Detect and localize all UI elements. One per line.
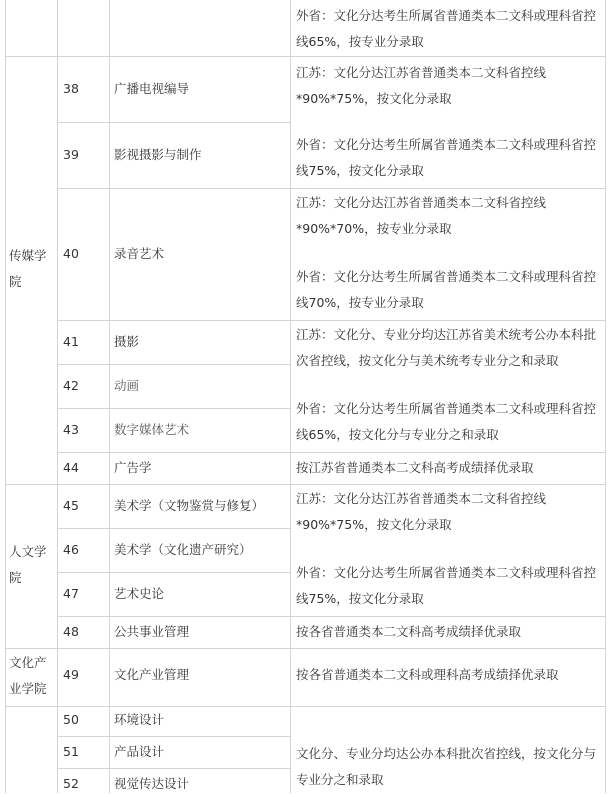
major-name: 公共事业管理 bbox=[114, 624, 190, 639]
row-number: 51 bbox=[63, 744, 79, 759]
major-name: 艺术史论 bbox=[114, 586, 165, 601]
requirement-cell: 外省：文化分达考生所属省普通类本二文科或理科省控线65%，按文化分与专业分之和录取 bbox=[296, 401, 597, 442]
requirement-cell: 江苏：文化分达江苏省普通类本二文科省控线*90%*75%，按文化分录取 bbox=[296, 65, 547, 106]
major-name: 广播电视编导 bbox=[114, 81, 190, 96]
row-number: 45 bbox=[63, 498, 79, 513]
major-name: 美术学（文物鉴赏与修复） bbox=[114, 498, 265, 513]
requirement-cell: 外省：文化分达考生所属省普通类本二文科或理科省控线70%，按专业分录取 bbox=[296, 269, 597, 310]
major-name: 文化产业管理 bbox=[114, 667, 190, 682]
requirement-cell: 按各省普通类本二文科或理科高考成绩择优录取 bbox=[296, 667, 559, 682]
row-number: 40 bbox=[63, 246, 79, 261]
requirement-cell: 外省：文化分达考生所属省普通类本二文科或理科省控线65%，按专业分录取 bbox=[296, 8, 597, 49]
row-number: 48 bbox=[63, 624, 79, 639]
row-number: 38 bbox=[63, 81, 79, 96]
row-number: 49 bbox=[63, 667, 79, 682]
major-name: 产品设计 bbox=[114, 744, 165, 759]
major-name: 影视摄影与制作 bbox=[114, 147, 202, 162]
requirement-cell: 按江苏省普通类本二文科高考成绩择优录取 bbox=[296, 460, 534, 475]
major-name: 数字媒体艺术 bbox=[114, 422, 190, 437]
requirement-cell: 外省：文化分达考生所属省普通类本二文科或理科省控线75%，按文化分录取 bbox=[296, 137, 597, 178]
row-number: 44 bbox=[63, 460, 79, 475]
major-name: 录音艺术 bbox=[114, 246, 165, 261]
row-number: 50 bbox=[63, 712, 79, 727]
row-number: 42 bbox=[63, 378, 79, 393]
row-number: 41 bbox=[63, 334, 79, 349]
major-name: 广告学 bbox=[114, 460, 152, 475]
row-number: 39 bbox=[63, 147, 79, 162]
row-number: 46 bbox=[63, 542, 79, 557]
major-name: 动画 bbox=[114, 378, 140, 393]
requirement-cell: 文化分、专业分均达公办本科批次省控线，按文化分与专业分之和录取 bbox=[296, 746, 597, 787]
requirement-cell: 按各省普通类本二文科高考成绩择优录取 bbox=[296, 624, 522, 639]
requirement-cell: 江苏：文化分达江苏省普通类本二文科省控线*90%*70%，按专业分录取 bbox=[296, 195, 547, 236]
requirement-cell: 外省：文化分达考生所属省普通类本二文科或理科省控线75%，按文化分录取 bbox=[296, 565, 597, 606]
major-name: 美术学（文化遗产研究） bbox=[114, 542, 252, 557]
college-cell-cultural: 文化产业学院 bbox=[9, 655, 47, 696]
major-name: 摄影 bbox=[114, 334, 140, 349]
college-cell-humanities: 人文学院 bbox=[9, 544, 47, 585]
major-name: 环境设计 bbox=[114, 712, 165, 727]
requirement-cell: 江苏：文化分、专业分均达江苏省美术统考公办本科批次省控线，按文化分与美术统考专业分之和录取 bbox=[296, 327, 597, 368]
requirement-cell: 江苏：文化分达江苏省普通类本二文科省控线*90%*75%，按文化分录取 bbox=[296, 491, 547, 532]
major-name: 视觉传达设计 bbox=[114, 776, 190, 791]
college-cell-media: 传媒学院 bbox=[9, 248, 47, 289]
row-number: 43 bbox=[63, 422, 79, 437]
row-number: 52 bbox=[63, 776, 79, 791]
row-number: 47 bbox=[63, 586, 79, 601]
